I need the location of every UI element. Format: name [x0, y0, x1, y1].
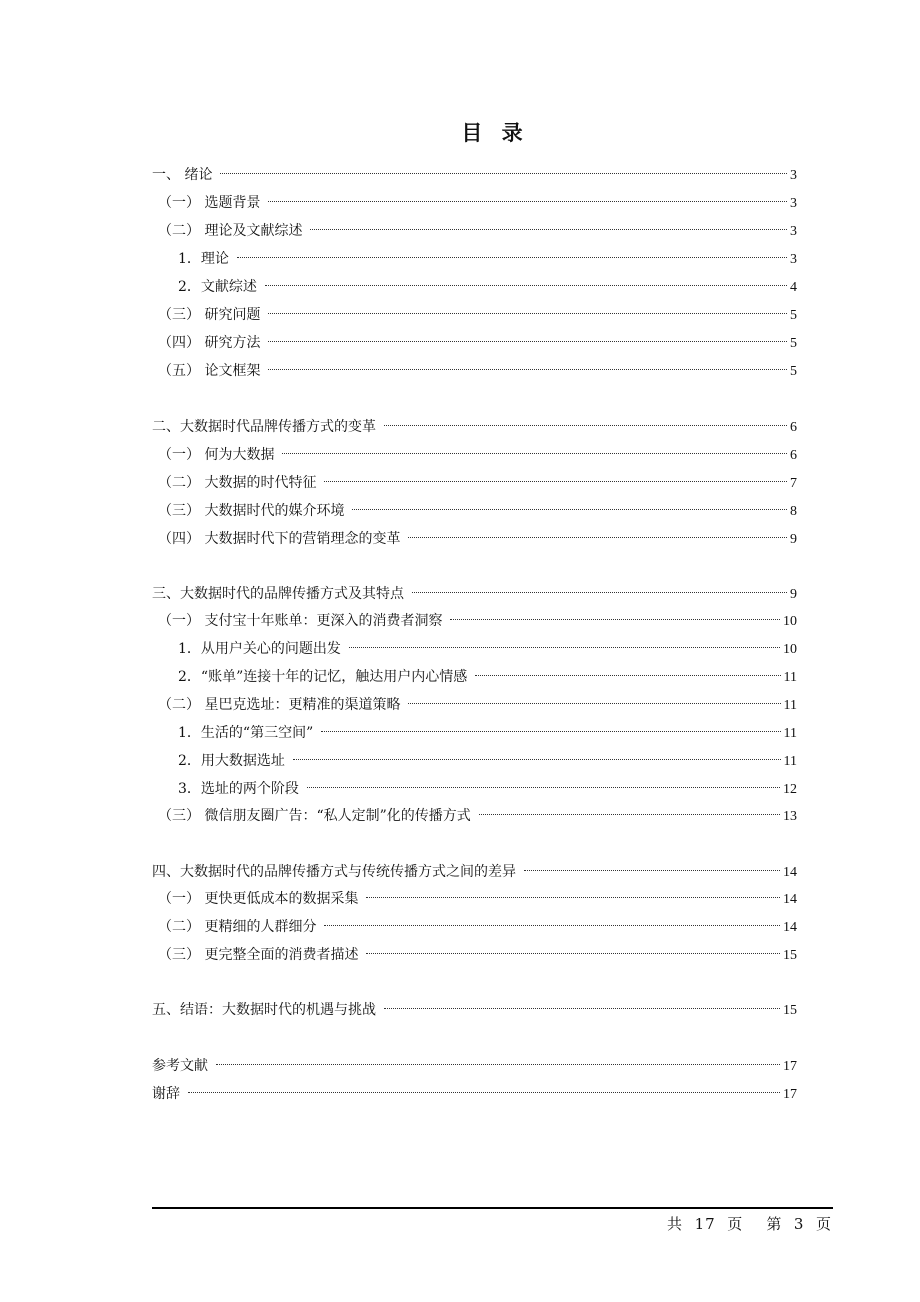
- toc-entry-page-number: 14: [783, 892, 797, 907]
- toc-entry-label: （五） 论文框架: [158, 363, 261, 379]
- toc-entry-page-number: 11: [783, 698, 797, 713]
- dot-leader: [366, 937, 780, 959]
- toc-entry-page-number: 17: [783, 1087, 797, 1102]
- toc-entry-page-number: 3: [790, 168, 797, 183]
- toc-entry-page-number: 6: [790, 448, 797, 463]
- toc-entry-page-number: 10: [783, 642, 797, 657]
- toc-entry[interactable]: [178, 715, 797, 741]
- toc-entry-page-number: 11: [783, 670, 797, 685]
- toc-entry-label: 1．从用户关心的问题出发: [178, 641, 341, 657]
- dot-leader: [216, 1048, 780, 1070]
- toc-entry-page-number: 3: [790, 196, 797, 211]
- toc-entry-page-number: 13: [783, 809, 797, 824]
- dot-leader: [188, 1076, 780, 1098]
- footer-current-prefix: 第: [766, 1215, 783, 1233]
- dot-leader: [265, 269, 787, 291]
- dot-leader: [268, 185, 787, 207]
- dot-leader: [524, 854, 780, 876]
- toc-entry-page-number: 6: [790, 420, 797, 435]
- toc-entry[interactable]: [178, 631, 797, 657]
- toc-entry[interactable]: [152, 854, 797, 880]
- toc-entry[interactable]: [152, 1048, 797, 1074]
- toc-entry[interactable]: [178, 241, 797, 267]
- toc-entry[interactable]: [158, 325, 797, 351]
- dot-leader: [307, 771, 780, 793]
- toc-entry[interactable]: [158, 465, 797, 491]
- toc-entry-label: （四） 大数据时代下的营销理念的变革: [158, 531, 401, 547]
- footer-total-prefix: 共: [667, 1215, 684, 1233]
- toc-entry[interactable]: [152, 409, 797, 435]
- footer-current-page: 3: [793, 1215, 805, 1233]
- footer-rule: [152, 1207, 833, 1209]
- toc-entry-page-number: 5: [790, 308, 797, 323]
- toc-entry-page-number: 3: [790, 224, 797, 239]
- toc-entry-label: （三） 更完整全面的消费者描述: [158, 947, 359, 963]
- toc-entry-label: （三） 研究问题: [158, 307, 261, 323]
- footer-total-suffix: 页: [727, 1215, 744, 1233]
- toc-entry[interactable]: [158, 687, 797, 713]
- page-footer: [667, 1213, 832, 1234]
- footer-current-suffix: 页: [815, 1215, 832, 1233]
- toc-entry[interactable]: [158, 437, 797, 463]
- toc-entry-label: 三、大数据时代的品牌传播方式及其特点: [152, 586, 404, 602]
- toc-entry-page-number: 11: [783, 726, 797, 741]
- toc-entry-page-number: 8: [790, 504, 797, 519]
- toc-entry-page-number: 15: [783, 948, 797, 963]
- dot-leader: [408, 687, 780, 709]
- toc-entry[interactable]: [158, 798, 797, 824]
- dot-leader: [321, 715, 780, 737]
- toc-entry-label: 谢辞: [152, 1086, 180, 1102]
- dot-leader: [293, 743, 781, 765]
- dot-leader: [366, 881, 780, 903]
- toc-entry[interactable]: [158, 353, 797, 379]
- dot-leader: [324, 909, 780, 931]
- toc-entry[interactable]: [158, 937, 797, 963]
- toc-entry-page-number: 3: [790, 252, 797, 267]
- dot-leader: [450, 603, 780, 625]
- toc-entry[interactable]: [158, 521, 797, 547]
- dot-leader: [412, 576, 787, 598]
- toc-entry[interactable]: [158, 297, 797, 323]
- dot-leader: [408, 521, 787, 543]
- dot-leader: [237, 241, 787, 263]
- dot-leader: [282, 437, 787, 459]
- toc-entry-label: 参考文献: [152, 1058, 208, 1074]
- toc-entry[interactable]: [178, 269, 797, 295]
- dot-leader: [268, 353, 787, 375]
- page-title: 目 录: [461, 121, 529, 145]
- toc-entry-page-number: 7: [790, 476, 797, 491]
- toc-entry-label: 2．文献综述: [178, 279, 257, 295]
- dot-leader: [352, 493, 787, 515]
- toc-entry-page-number: 15: [783, 1003, 797, 1018]
- toc-entry-label: （二） 大数据的时代特征: [158, 475, 317, 491]
- dot-leader: [349, 631, 780, 653]
- toc-entry[interactable]: [152, 1076, 797, 1102]
- toc-entry-label: （一） 更快更低成本的数据采集: [158, 891, 359, 907]
- toc-entry-label: （二） 更精细的人群细分: [158, 919, 317, 935]
- dot-leader: [384, 992, 780, 1014]
- toc-entry-page-number: 9: [790, 587, 797, 602]
- toc-entry-label: 一、 绪论: [152, 167, 213, 183]
- toc-entry[interactable]: [152, 576, 797, 602]
- toc-entry[interactable]: [178, 659, 797, 685]
- toc-entry-label: 1．理论: [178, 251, 229, 267]
- footer-total-pages: 17: [694, 1215, 716, 1233]
- toc-entry-page-number: 12: [783, 782, 797, 797]
- toc-entry-label: 3．选址的两个阶段: [178, 781, 299, 797]
- dot-leader: [220, 157, 787, 179]
- toc-entry-label: （二） 理论及文献综述: [158, 223, 303, 239]
- dot-leader: [310, 213, 787, 235]
- toc-entry[interactable]: [152, 992, 797, 1018]
- toc-entry[interactable]: [178, 743, 797, 769]
- toc-entry-page-number: 5: [790, 364, 797, 379]
- toc-entry-label: （三） 微信朋友圈广告：“私人定制”化的传播方式: [158, 808, 471, 824]
- toc-entry-label: 2．“账单”连接十年的记忆，触达用户内心情感: [178, 669, 468, 685]
- toc-entry[interactable]: [152, 157, 797, 183]
- toc-entry[interactable]: [178, 771, 797, 797]
- dot-leader: [268, 297, 787, 319]
- toc-entry-page-number: 5: [790, 336, 797, 351]
- dot-leader: [384, 409, 787, 431]
- toc-entry-label: （二） 星巴克选址：更精准的渠道策略: [158, 697, 401, 713]
- toc-entry[interactable]: [158, 185, 797, 211]
- toc-entry-label: 1．生活的“第三空间”: [178, 725, 314, 741]
- dot-leader: [268, 325, 787, 347]
- toc-entry-label: 二、大数据时代品牌传播方式的变革: [152, 419, 376, 435]
- dot-leader: [475, 659, 780, 681]
- toc-entry-page-number: 10: [783, 614, 797, 629]
- toc-entry-label: 五、结语：大数据时代的机遇与挑战: [152, 1002, 376, 1018]
- toc-entry-page-number: 4: [790, 280, 797, 295]
- toc-entry-page-number: 9: [790, 532, 797, 547]
- toc-entry-page-number: 17: [783, 1059, 797, 1074]
- toc-entry[interactable]: [158, 881, 797, 907]
- toc-entry[interactable]: [158, 909, 797, 935]
- toc-entry-label: 2．用大数据选址: [178, 753, 285, 769]
- toc-entry[interactable]: [158, 603, 797, 629]
- dot-leader: [479, 798, 780, 820]
- toc-entry-label: 四、大数据时代的品牌传播方式与传统传播方式之间的差异: [152, 864, 516, 880]
- toc-entry-label: （四） 研究方法: [158, 335, 261, 351]
- toc-entry[interactable]: [158, 213, 797, 239]
- toc-entry-label: （一） 选题背景: [158, 195, 261, 211]
- toc-entry-label: （三） 大数据时代的媒介环境: [158, 503, 345, 519]
- toc-entry-page-number: 11: [783, 754, 797, 769]
- toc-entry-page-number: 14: [783, 920, 797, 935]
- dot-leader: [324, 465, 787, 487]
- toc-entry-label: （一） 何为大数据: [158, 447, 275, 463]
- toc-entry[interactable]: [158, 493, 797, 519]
- toc-entry-page-number: 14: [783, 865, 797, 880]
- toc-entry-label: （一） 支付宝十年账单：更深入的消费者洞察: [158, 613, 443, 629]
